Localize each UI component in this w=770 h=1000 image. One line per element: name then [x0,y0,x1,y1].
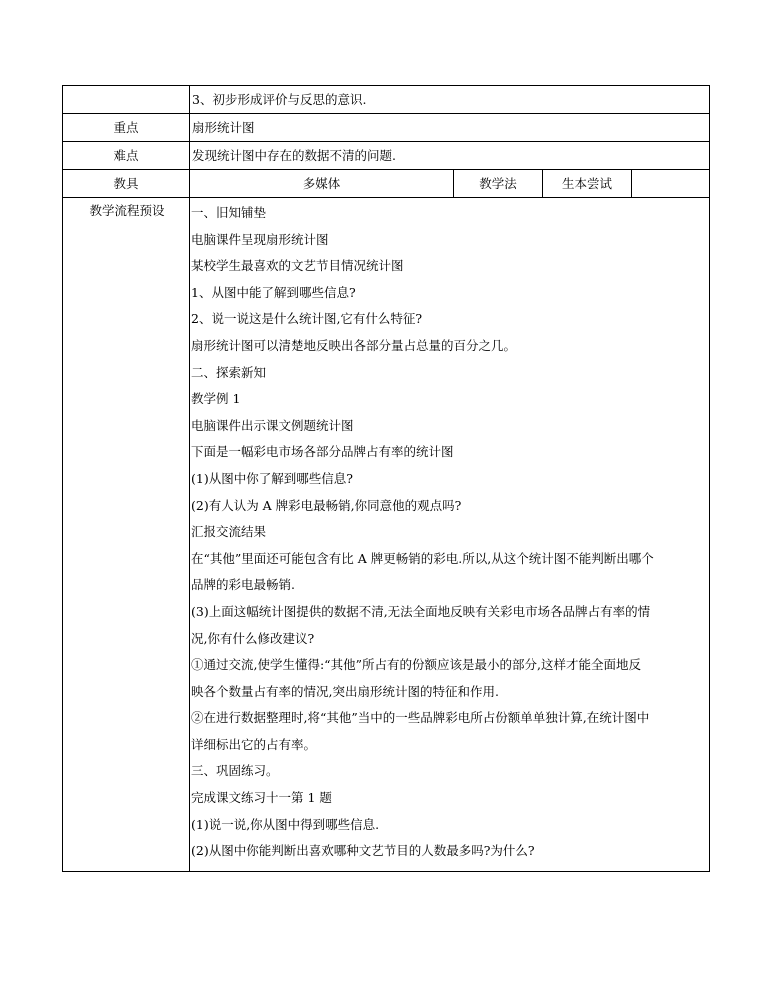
flow-line: 电脑课件出示课文例题统计图 [191,417,354,433]
tools-value: 多媒体 [190,170,454,198]
difficulty-label: 难点 [63,142,190,170]
tools-extra-cell [632,170,710,198]
method-label: 教学法 [454,170,543,198]
lesson-plan-table [62,85,710,872]
flow-line: 一、旧知铺垫 [191,205,267,220]
flow-line: 映各个数量占有率的情况,突出扇形统计图的特征和作用. [191,683,499,699]
flow-line: 汇报交流结果 [191,524,267,540]
flow-line: (2)有人认为 A 牌彩电最畅销,你同意他的观点吗? [191,497,462,513]
objective-row [63,86,710,114]
flow-line: 某校学生最喜欢的文艺节目情况统计图 [191,258,404,274]
flow-line: 1、从图中能了解到哪些信息? [191,284,356,300]
flow-line: (1)从图中你了解到哪些信息? [191,470,353,486]
method-value: 生本尝试 [543,170,632,198]
flow-line: 二、探索新知 [191,364,267,380]
key-point-content: 扇形统计图 [190,114,710,142]
flow-label: 教学流程预设 [63,198,190,872]
flow-line: 品牌的彩电最畅销. [191,577,295,593]
flow-row [63,198,710,872]
flow-line: 下面是一幅彩电市场各部分品牌占有率的统计图 [191,444,454,460]
flow-line: 在“其他”里面还可能包含有比 A 牌更畅销的彩电.所以,从这个统计图不能判断出哪个 [191,550,654,566]
key-point-label: 重点 [63,114,190,142]
objective-content: 3、初步形成评价与反思的意识. [190,86,710,114]
objective-label [63,86,190,114]
flow-line: 三、巩固练习。 [191,763,279,779]
flow-line: 扇形统计图可以清楚地反映出各部分量占总量的百分之几。 [191,337,517,353]
flow-line: (2)从图中你能判断出喜欢哪种文艺节目的人数最多吗?为什么? [191,843,535,859]
flow-line: 况,你有什么修改建议? [191,630,315,646]
flow-line: (3)上面这幅统计图提供的数据不清,无法全面地反映有关彩电市场各品牌占有率的情 [191,603,651,619]
flow-line: 电脑课件呈现扇形统计图 [191,231,329,247]
flow-line: (1)说一说,你从图中得到哪些信息. [191,816,380,832]
flow-line: 详细标出它的占有率。 [191,736,317,752]
flow-line: ①通过交流,使学生懂得:“其他”所占有的份额应该是最小的部分,这样才能全面地反 [191,657,641,673]
tools-row [63,170,710,198]
key-point-row [63,114,710,142]
flow-line: 教学例 1 [191,391,241,407]
flow-content [190,198,710,872]
difficulty-row [63,142,710,170]
tools-label: 教具 [63,170,190,198]
difficulty-content: 发现统计图中存在的数据不清的问题. [190,142,710,170]
flow-line: ②在进行数据整理时,将“其他”当中的一些品牌彩电所占份额单单独计算,在统计图中 [191,710,650,726]
flow-line: 2、说一说这是什么统计图,它有什么特征? [191,311,423,327]
flow-line: 完成课文练习十一第 1 题 [191,790,332,806]
